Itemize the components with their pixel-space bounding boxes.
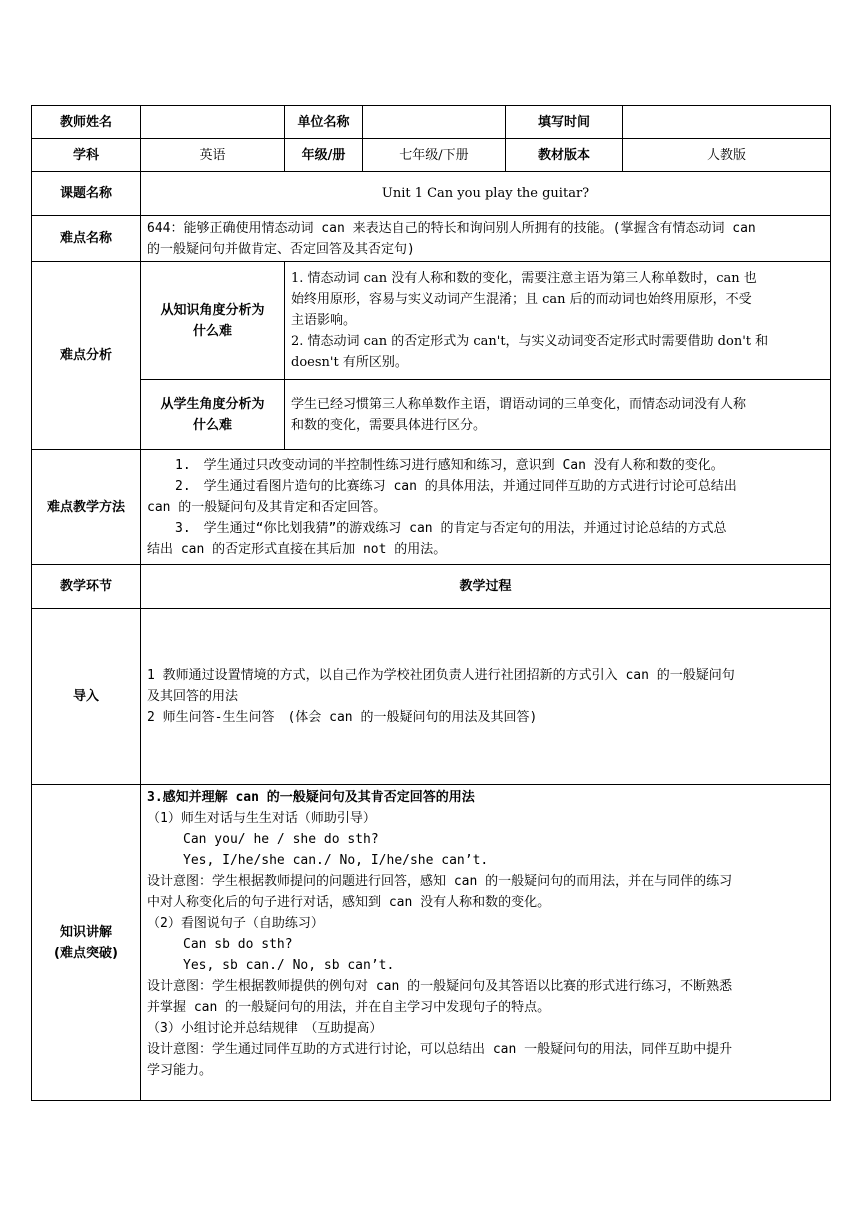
knowledge-line: 始终用原形，容易与实义动词产生混淆；且 can 后的而动词也始终用原形，不受 [291,292,752,307]
design-line: 设计意图：学生根据教师提供的例句对 can 的一般疑问句及其答语以比赛的形式进行练习，不断熟悉 [147,979,733,994]
knowledge-text [141,785,831,1101]
edition-label: 教材版本 [506,139,623,172]
knowledge-angle-label-line: 从知识角度分析为 [160,302,265,318]
edition-value: 人教版 [623,139,831,172]
method-label: 难点教学方法 [32,450,141,565]
intro-text [141,609,831,785]
difficulty-row [32,216,831,262]
topic-value: Unit 1 Can you play the guitar? [141,172,831,216]
knowledge-angle-label [141,262,285,380]
method-line: can 的一般疑问句及其肯定和否定回答。 [147,499,387,515]
student-angle-text [285,380,831,450]
knowledge-row [32,785,831,1101]
knowledge-angle-label-line: 什么难 [192,323,232,339]
method-line: 1. 学生通过只改变动词的半控制性练习进行感知和练习，意识到 Can 没有人称和数的变化。 [175,457,724,473]
stage-header: 教学环节 [32,565,141,609]
intro-line: 1 教师通过设置情境的方式，以自己作为学校社团负责人进行社团招新的方式引入 can 的一般疑问句 [147,668,735,683]
grade-value: 七年级/下册 [363,139,506,172]
design-line: 中对人称变化后的句子进行对话，感知到 can 没有人称和数的变化。 [147,895,551,910]
knowledge-line: 主语影响。 [291,313,357,328]
intro-label: 导入 [32,609,141,785]
knowledge-line: 1. 情态动词 can 没有人称和数的变化，需要注意主语为第三人称单数时，can 也 [291,271,757,286]
knowledge-label-line: (难点突破) [54,945,118,961]
process-header: 教学过程 [141,565,831,609]
method-line: 结出 can 的否定形式直接在其后加 not 的用法。 [147,541,447,557]
knowledge-line: doesn't 有所区别。 [291,355,408,370]
student-angle-label-line: 从学生角度分析为 [160,396,265,412]
knowledge-line: 2. 情态动词 can 的否定形式为 can't，与实义动词变否定形式时需要借助 don't 和 [291,334,769,349]
method-line: 2. 学生通过看图片造句的比赛练习 can 的具体用法，并通过同伴互助的方式进行讨论可总结出 [175,478,737,494]
intro-line: 2 师生问答-生生问答 (体会 can 的一般疑问句的用法及其回答) [147,710,538,725]
subject-value: 英语 [141,139,285,172]
grade-label: 年级/册 [285,139,363,172]
knowledge-label [32,785,141,1101]
knowledge-label-line: 知识讲解 [59,924,112,940]
intro-row [32,609,831,785]
unit-name-field[interactable] [363,106,506,139]
analysis-label: 难点分析 [32,262,141,450]
subject-label: 学科 [32,139,141,172]
difficulty-text [141,216,831,262]
teacher-name-label: 教师姓名 [32,106,141,139]
design-line: 设计意图：学生根据教师提问的问题进行回答，感知 can 的一般疑问句的而用法，并在与同伴的练习 [147,874,733,889]
knowledge-step: （3）小组讨论并总结规律 （互助提高） [147,1021,383,1036]
example-line: Yes, sb can./ No, sb can’t. [183,958,395,973]
example-line: Can sb do sth? [183,937,293,952]
header-row-2 [32,139,831,172]
student-line: 学生已经习惯第三人称单数作主语，谓语动词的三单变化，而情态动词没有人称 [291,396,747,412]
fill-time-label: 填写时间 [506,106,623,139]
design-line: 并掌握 can 的一般疑问句的用法，并在自主学习中发现句子的特点。 [147,1000,551,1015]
teacher-name-field[interactable] [141,106,285,139]
design-line: 设计意图：学生通过同伴互助的方式进行讨论，可以总结出 can 一般疑问句的用法，同伴互助中提升 [147,1042,733,1057]
example-line: Yes, I/he/she can./ No, I/he/she can’t. [183,853,489,868]
student-angle-label-line: 什么难 [192,417,232,433]
difficulty-line: 的一般疑问句并做肯定、否定回答及其否定句) [147,241,415,257]
intro-line: 及其回答的用法 [147,689,239,704]
topic-label: 课题名称 [32,172,141,216]
example-line: Can you/ he / she do sth? [183,832,379,847]
header-row-1 [32,106,831,139]
method-line: 3. 学生通过“你比划我猜”的游戏练习 can 的肯定与否定句的用法，并通过讨论总结的方式总 [175,520,727,536]
knowledge-title: 3.感知并理解 can 的一般疑问句及其肯否定回答的用法 [147,790,475,805]
knowledge-step: （1）师生对话与生生对话（师助引导） [147,811,376,826]
knowledge-step: （2）看图说句子（自助练习） [147,916,324,931]
lesson-plan-table [31,105,831,1101]
analysis-knowledge-row [32,262,831,380]
fill-time-field[interactable] [623,106,831,139]
process-header-row [32,565,831,609]
difficulty-label: 难点名称 [32,216,141,262]
topic-row [32,172,831,216]
unit-name-label: 单位名称 [285,106,363,139]
student-angle-label [141,380,285,450]
knowledge-angle-text [285,262,831,380]
design-line: 学习能力。 [147,1063,213,1078]
difficulty-line: 644：能够正确使用情态动词 can 来表达自己的特长和询问别人所拥有的技能。(掌握含有情态动词 can [147,220,756,236]
student-line: 和数的变化，需要具体进行区分。 [291,417,487,433]
method-row [32,450,831,565]
method-text [141,450,831,565]
analysis-student-row [32,380,831,450]
